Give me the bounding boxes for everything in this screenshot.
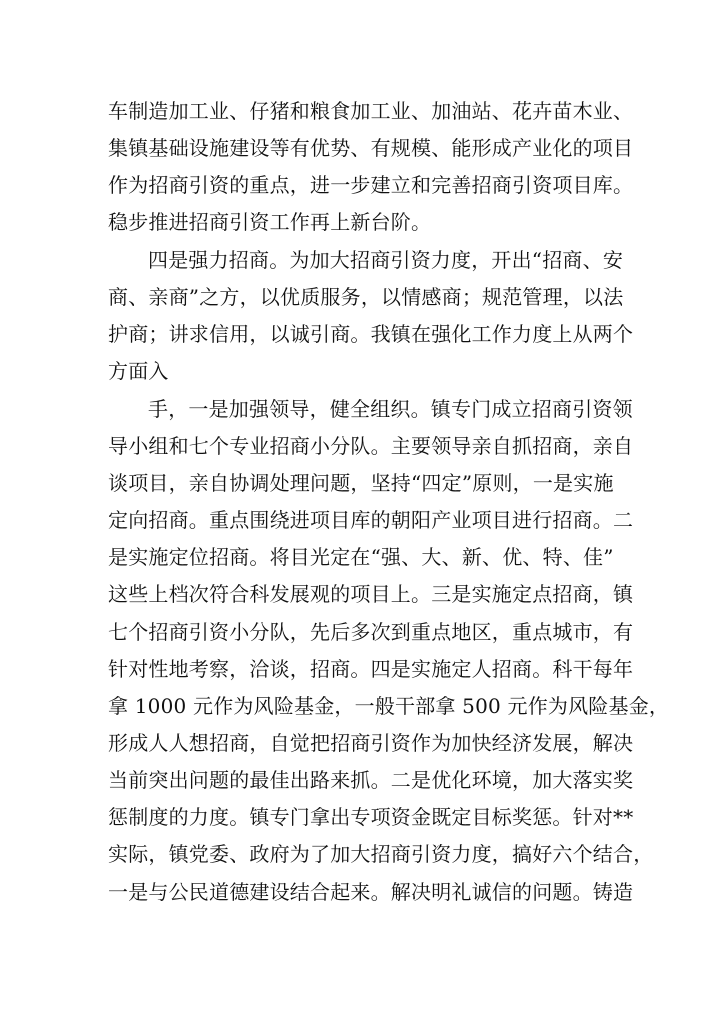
text-line: 惩制度的力度。镇专门拿出专项资金既定目标奖惩。针对** (108, 805, 634, 829)
text-line: 实际，镇党委、政府为了加大招商引资力度，搞好六个结合， (108, 842, 654, 866)
text-line: 针对性地考察，洽谈，招商。四是实施定人招商。科干每年 (108, 657, 634, 681)
text-line: 拿 1000 元作为风险基金，一般干部拿 500 元作为风险基金， (108, 694, 670, 718)
text-line: 谈项目，亲自协调处理问题，坚持“四定”原则，一是实施 (108, 471, 614, 495)
text-line: 形成人人想招商，自觉把招商引资作为加快经济发展，解决 (108, 731, 634, 755)
text-line: 车制造加工业、仔猪和粮食加工业、加油站、花卉苗木业、 (108, 99, 634, 123)
text-line: 方面入 (108, 359, 169, 383)
text-line: 导小组和七个专业招商小分队。主要领导亲自抓招商，亲自 (108, 434, 634, 458)
text-line: 定向招商。重点围绕进项目库的朝阳产业项目进行招商。二 (108, 508, 634, 532)
text-line: 护商；讲求信用，以诚引商。我镇在强化工作力度上从两个 (108, 322, 634, 346)
text-line: 稳步推进招商引资工作再上新台阶。 (108, 210, 432, 234)
text-line: 商、亲商”之方，以优质服务，以情感商；规范管理，以法 (108, 285, 624, 309)
text-line: 一是与公民道德建设结合起来。解决明礼诚信的问题。铸造 (108, 880, 634, 904)
text-line: 是实施定位招商。将目光定在“强、大、新、优、特、佳” (108, 545, 614, 569)
text-line: 手，一是加强领导，健全组织。镇专门成立招商引资领 (148, 397, 633, 421)
text-line: 当前突出问题的最佳出路来抓。二是优化环境，加大落实奖 (108, 768, 634, 792)
text-line: 四是强力招商。为加大招商引资力度，开出“招商、安 (148, 248, 624, 272)
text-line: 作为招商引资的重点，进一步建立和完善招商引资项目库。 (108, 173, 634, 197)
text-line: 七个招商引资小分队，先后多次到重点地区，重点城市，有 (108, 620, 634, 644)
text-line: 集镇基础设施建设等有优势、有规模、能形成产业化的项目 (108, 136, 634, 160)
text-line: 这些上档次符合科发展观的项目上。三是实施定点招商，镇 (108, 582, 634, 606)
